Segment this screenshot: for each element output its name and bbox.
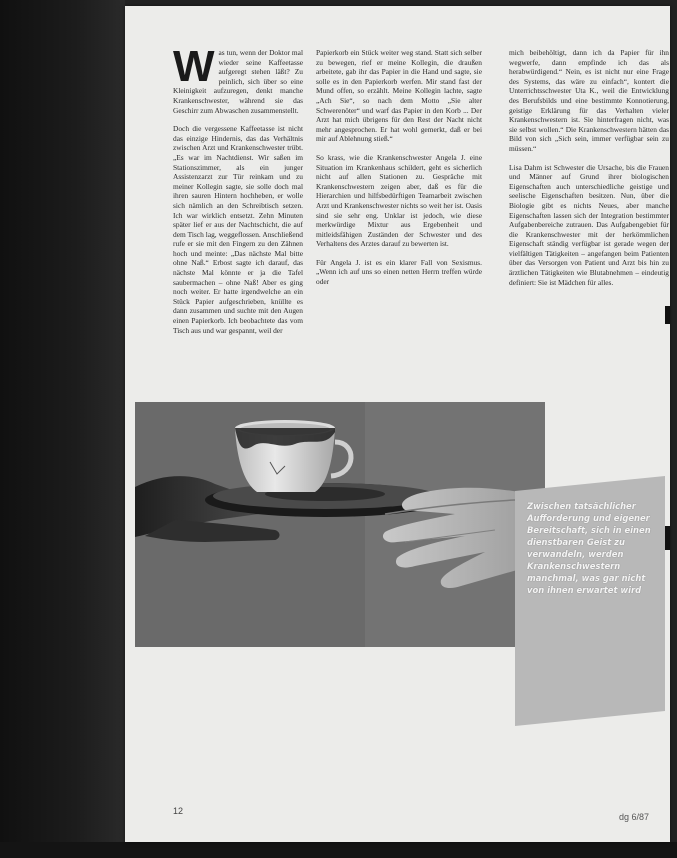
paragraph: Lisa Dahm ist Schwester die Ursache, bis die Frauen und Männer auf Grund ihrer biologischen Eigenschaften auch unterschiedliche geistige und seelische Eigenschaften besitzen. Nun, über die Biologie gibt es nichts Neues, aber manche Eigenschaften lassen sich der Integration bestimmter Aufgabenbereiche zutrauen. Das Aufgabengebiet für die Krankenschwester mit der herkömmlichen Eigenschaft ständig verfügbar ist gerade wegen der vielfältigen Tätigkeiten – angefangen beim Patienten über das Versorgen von Patient und Arzt bis hin zu ärztlichen Tätigkeiten wie Blutabnehmen – eindeutig definiert: Sie ist Mädchen für alles. bbox=[509, 162, 669, 287]
scan-artifact bbox=[665, 526, 670, 550]
article-column-2 bbox=[316, 48, 482, 373]
photo-illustration bbox=[135, 402, 545, 647]
paragraph: mich beibehöltigt, dann ich da Papier für ihn wegwerfe, dann empfinde ich das als herabwürdigend.“ Nein, es ist nicht nur eine Frage des Systems, das wäre zu einfach“, kontert die Unterrichtsschwester Uta K., weil die Entwicklung des Berufsbilds und eine bestimmte Konnotierung, geistige Erklärung für das Verhalten vieler Krankenschwestern ist. Sie hinterfragen nicht, was sie selbst wollen.“ Die Krankenschwestern hätten das Bild von sich „Sich sein, immer verfügbar sein zu müssen.“ bbox=[509, 48, 669, 153]
paragraph: Für Angela J. ist es ein klarer Fall von Sexismus. „Wenn ich auf uns so einen netten Herrn treffen würde oder bbox=[316, 257, 482, 287]
scan-background-left bbox=[0, 0, 125, 858]
page-number: 12 bbox=[173, 806, 184, 816]
magazine-page bbox=[125, 6, 670, 842]
issue-number: dg 6/87 bbox=[619, 812, 650, 822]
scan-artifact bbox=[665, 306, 670, 324]
article-column-1 bbox=[173, 48, 303, 373]
photo-caption: Zwischen tatsächlicher Aufforderung und eigener Bereitschaft, sich in einen dienstbaren Geist zu verwandeln, werden Krankenschwestern manchmal, was gar nicht von ihnen erwartet wird bbox=[527, 501, 651, 595]
scan-background-bottom bbox=[0, 842, 677, 858]
paragraph: Papierkorb ein Stück weiter weg stand. Statt sich selber zu bewegen, rief er meine Kollegin, die draußen arbeitete, gab ihr das Papier in die Hand und sagte, sie solle es in den Papierkorb werfen. Mir stand fast der Mund offen, so erzählt. Meine Kollegin lachte, sagte „Ach Sie“, so nach dem Motto „Sie alter Schwerenöter“ und warf das Papier in den Korb ... Der Arzt hat mich übrigens für den Rest der Nacht nicht mehr angesprochen. Er hat wohl gemerkt, daß er bei mir auf Ablehnung stieß.“ bbox=[316, 48, 482, 144]
paragraph: Doch die vergessene Kaffeetasse ist nicht das einzige Hindernis, das das Verhältnis zwischen Arzt und Krankenschwester trübt. „Es war im Nachtdienst. Wir saßen im Stationszimmer, als ein junger Assistenzarzt zur Tür reinkam und zu meiner Kollegin sagte, sie solle doch mal ihren sauren Hintern hochheben, er wolle sich nämlich an den Schreibtisch setzen. Ich war wirklich entsetzt. Zehn Minuten später lief er aus der Nachtschicht, die auf dem Tisch lag, weggeflossen. Anschließend rufe er sie mit den Fingern zu den Zähnen hoch und meinte: „Das nächste Mal bitte ohne Naß.“ Erbost sagte ich darauf, das nächste Mal könnte er ja die Tafel saubermachen – ohne Naß! Aber es ging noch weiter. Er hatte irgendwelche an ein Stück Papier aufgeschrieben, knüllte es dann zusammen und suchte mit den Augen einen Papierkorb. Ich beobachtete das vom Tisch aus und war gespannt, weil der bbox=[173, 124, 303, 335]
paragraph-text: as tun, wenn der Doktor mal wieder seine Kaffeetasse aufgeregt stehen läßt? Zu peinlich, sich über so eine Kleinigkeit aufzuregen, denkt manche Krankenschwester, während sie das Geschirr zum Abwaschen zusammenstellt. bbox=[173, 48, 303, 115]
paragraph bbox=[173, 48, 303, 115]
drop-cap: W bbox=[173, 48, 215, 91]
article-column-3 bbox=[509, 48, 669, 373]
paragraph: So krass, wie die Krankenschwester Angela J. eine Situation im Krankenhaus schildert, geht es sicherlich nicht auf allen Stationen zu. Gespräche mit Krankenschwestern zeigen aber, daß es für die Hierarchien und hilfsbedürftigen Teamarbeit zwischen Arzt und Krankenschwester nichts so weit her ist. Oasis sind sie sehr eng. Unklar ist jedoch, wie diese merkwürdige Mixtur aus Ergebenheit und mitleidsfähigen Zuständen der Schwester und des Verhaltens des Arztes darauf zu bewerten ist. bbox=[316, 152, 482, 249]
photo-hands-passing-cup bbox=[135, 402, 545, 647]
